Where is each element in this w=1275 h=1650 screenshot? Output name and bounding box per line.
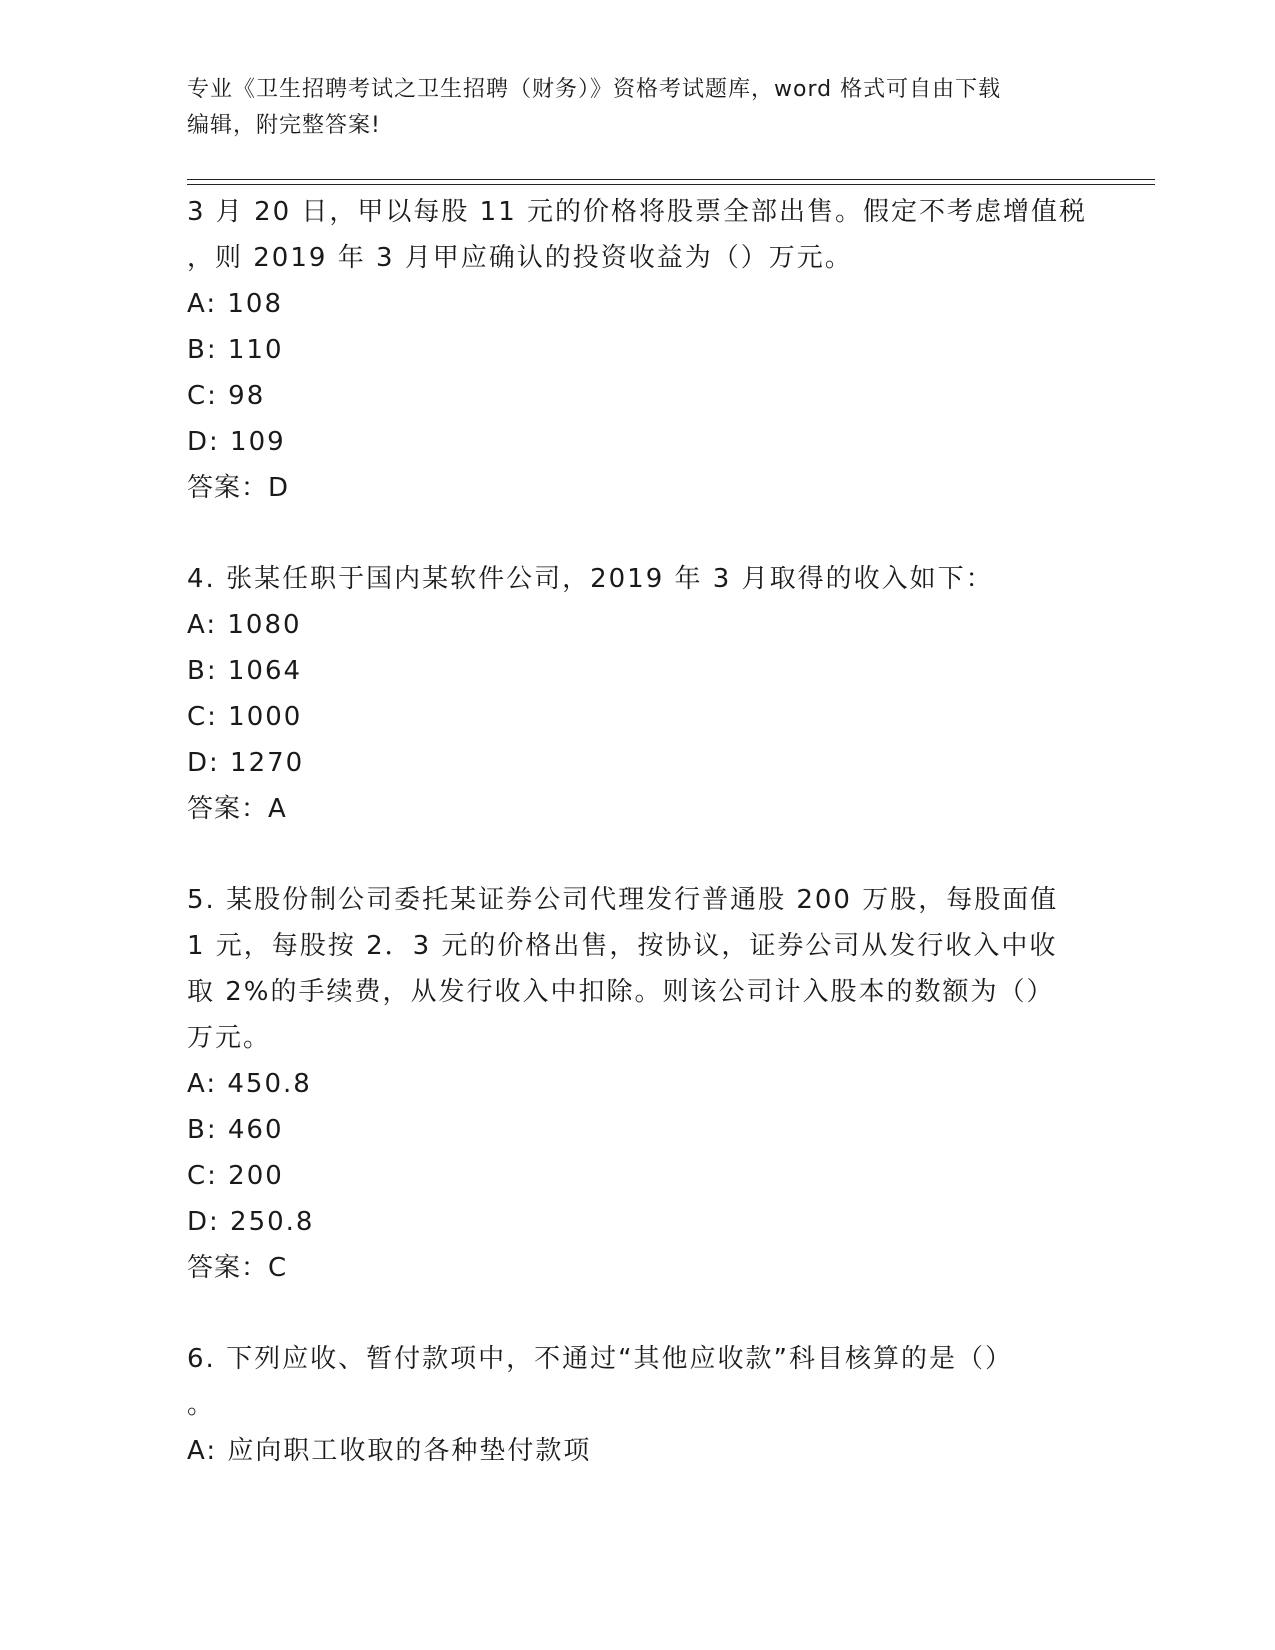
question-text-line: 6. 下列应收、暂付款项中，不通过“其他应收款”科目核算的是（）: [187, 1344, 1014, 1374]
option-a: A: 108: [187, 289, 283, 319]
option-a: A: 应向职工收取的各种垫付款项: [187, 1436, 592, 1466]
option-b: B: 460: [187, 1115, 284, 1145]
question-3: [187, 189, 1087, 511]
header-rule-bottom: [187, 184, 1155, 185]
option-c: C: 1000: [187, 702, 303, 732]
spacer: [187, 511, 1087, 556]
question-text-line: 3 月 20 日，甲以每股 11 元的价格将股票全部出售。假定不考虑增值税: [187, 197, 1088, 227]
header-line-1: 专业《卫生招聘考试之卫生招聘（财务）》资格考试题库，word 格式可自由下载: [187, 77, 1002, 102]
answer-line: 答案：C: [187, 1253, 288, 1283]
answer-line: 答案：D: [187, 473, 290, 503]
spacer: [187, 832, 1087, 877]
question-5: [187, 877, 1087, 1291]
question-text-line: 5. 某股份制公司委托某证券公司代理发行普通股 200 万股，每股面值: [187, 885, 1059, 915]
option-b: B: 110: [187, 335, 284, 365]
option-a: A: 450.8: [187, 1069, 312, 1099]
option-a: A: 1080: [187, 610, 302, 640]
option-d: D: 250.8: [187, 1207, 315, 1237]
question-text-line: 万元。: [187, 1023, 272, 1053]
question-text-line: ，则 2019 年 3 月甲应确认的投资收益为（）万元。: [187, 243, 853, 273]
option-c: C: 200: [187, 1161, 284, 1191]
question-list: [187, 189, 1087, 1474]
spacer: [187, 1291, 1087, 1336]
option-d: D: 1270: [187, 748, 305, 778]
option-d: D: 109: [187, 427, 286, 457]
option-c: C: 98: [187, 381, 266, 411]
question-text-line: 。: [187, 1390, 216, 1420]
question-text-line: 4. 张某任职于国内某软件公司，2019 年 3 月取得的收入如下：: [187, 564, 994, 594]
document-header: [187, 72, 1087, 144]
answer-line: 答案：A: [187, 794, 287, 824]
question-4: [187, 556, 1087, 832]
question-text-line: 1 元，每股按 2．3 元的价格出售，按协议，证券公司从发行收入中收: [187, 931, 1058, 961]
question-text-line: 取 2%的手续费，从发行收入中扣除。则该公司计入股本的数额为（）: [187, 977, 1055, 1007]
header-rule-top: [187, 179, 1155, 180]
question-6: [187, 1336, 1087, 1474]
header-line-2: 编辑，附完整答案!: [187, 113, 381, 138]
option-b: B: 1064: [187, 656, 303, 686]
